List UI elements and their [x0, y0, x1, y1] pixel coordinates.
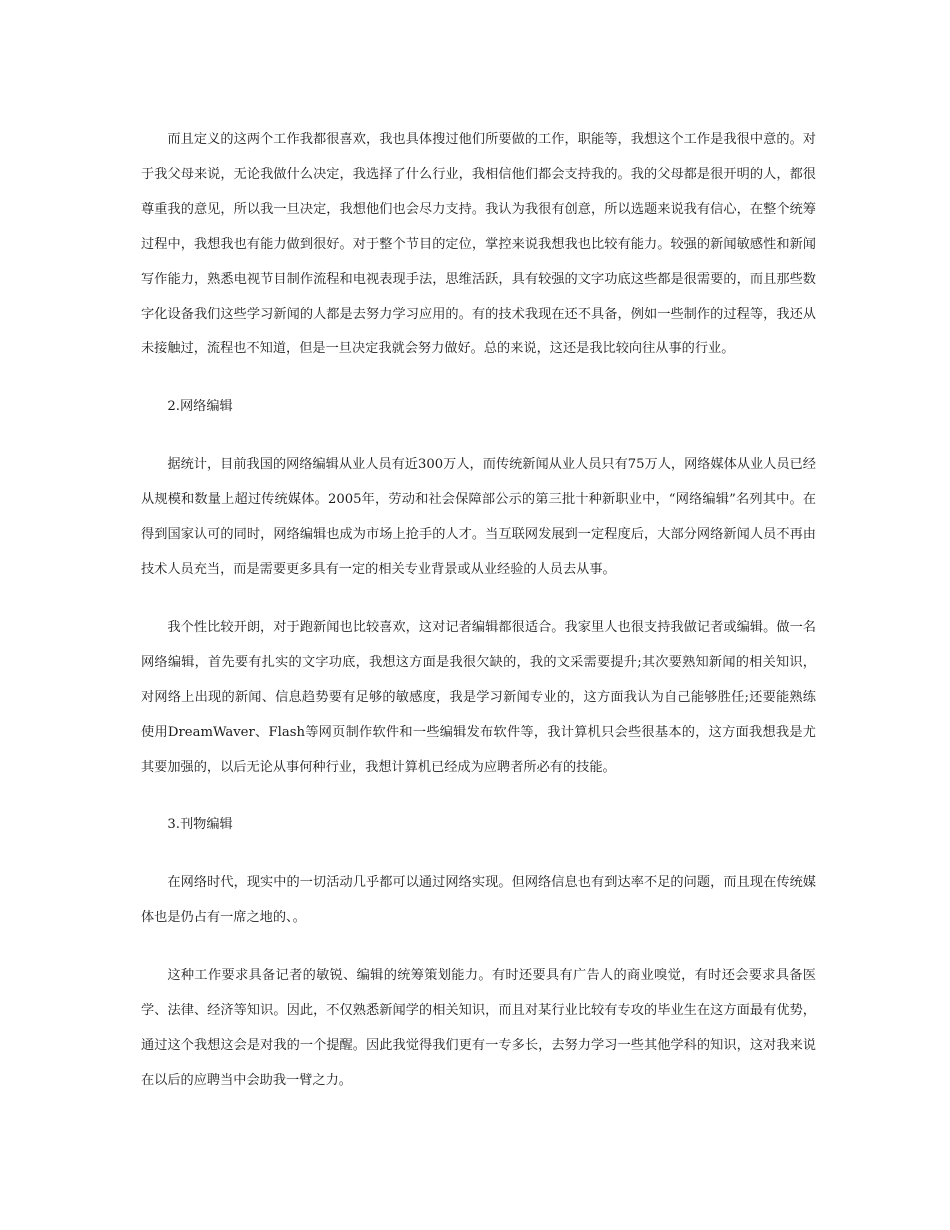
paragraph-publication-editor-context: 在网络时代，现实中的一切活动几乎都可以通过网络实现。但网络信息也有到达率不足的问题，而且现在传统媒体也是仍占有一席之地的、。 — [141, 875, 816, 926]
paragraph-network-editor-self-assessment: 我个性比较开朗，对于跑新闻也比较喜欢，这对记者编辑都很适合。我家里人也很支持我做记者或编辑。做一名网络编辑，首先要有扎实的文字功底，我想这方面是我很欠缺的，我的文采需要提升;其次要熟知新闻的相关知识，对网络上出现的新闻、信息趋势要有足够的敏感度，我是学习新闻专业的，这方面我认为自己能够胜任;还要能熟练使用DreamWaver、Flash等网页制作软件和一些编辑发布软件等，我计算机只会些很基本的，这方面我想我是尤其要加强的，以后无论从事何种行业，我想计算机已经成为应聘者所必有的技能。 — [141, 619, 816, 775]
section-heading-publication-editor: 3.刊物编辑 — [167, 817, 233, 833]
document-body — [141, 123, 816, 1122]
paragraph-career-reflection: 而且定义的这两个工作我都很喜欢，我也具体搜过他们所要做的工作，职能等，我想这个工作是我很中意的。对于我父母来说，无论我做什么决定，我选择了什么行业，我相信他们都会支持我的。我的父母都是很开明的人，都很尊重我的意见，所以我一旦决定，我想他们也会尽力支持。我认为我很有创意，所以选题来说我有信心，在整个统筹过程中，我想我也有能力做到很好。对于整个节目的定位，掌控来说我想我也比较有能力。较强的新闻敏感性和新闻写作能力，熟悉电视节目制作流程和电视表现手法，思维活跃，具有较强的文字功底这些都是很需要的，而且那些数字化设备我们这些学习新闻的人都是去努力学习应用的。有的技术我现在还不具备，例如一些制作的过程等，我还从未接触过，流程也不知道，但是一旦决定我就会努力做好。总的来说，这还是我比较向往从事的行业。 — [141, 132, 816, 357]
section-heading-network-editor: 2.网络编辑 — [167, 399, 233, 415]
paragraph-publication-editor-requirements: 这种工作要求具备记者的敏锐、编辑的统筹策划能力。有时还要具有广告人的商业嗅觉，有时还会要求具备医学、法律、经济等知识。因此，不仅熟悉新闻学的相关知识，而且对某行业比较有专攻的毕业生在这方面最有优势，通过这个我想这会是对我的一个提醒。因此我觉得我们更有一专多长，去努力学习一些其他学科的知识，这对我来说在以后的应聘当中会助我一臂之力。 — [141, 968, 816, 1088]
paragraph-network-editor-statistics: 据统计，目前我国的网络编辑从业人员有近300万人，而传统新闻从业人员只有75万人，网络媒体从业人员已经从规模和数量上超过传统媒体。2005年，劳动和社会保障部公示的第三批十种新职业中，“网络编辑”名列其中。在得到国家认可的同时，网络编辑也成为市场上抢手的人才。当互联网发展到一定程度后，大部分网络新闻人员不再由技术人员充当，而是需要更多具有一定的相关专业背景或从业经验的人员去从事。 — [141, 457, 816, 577]
